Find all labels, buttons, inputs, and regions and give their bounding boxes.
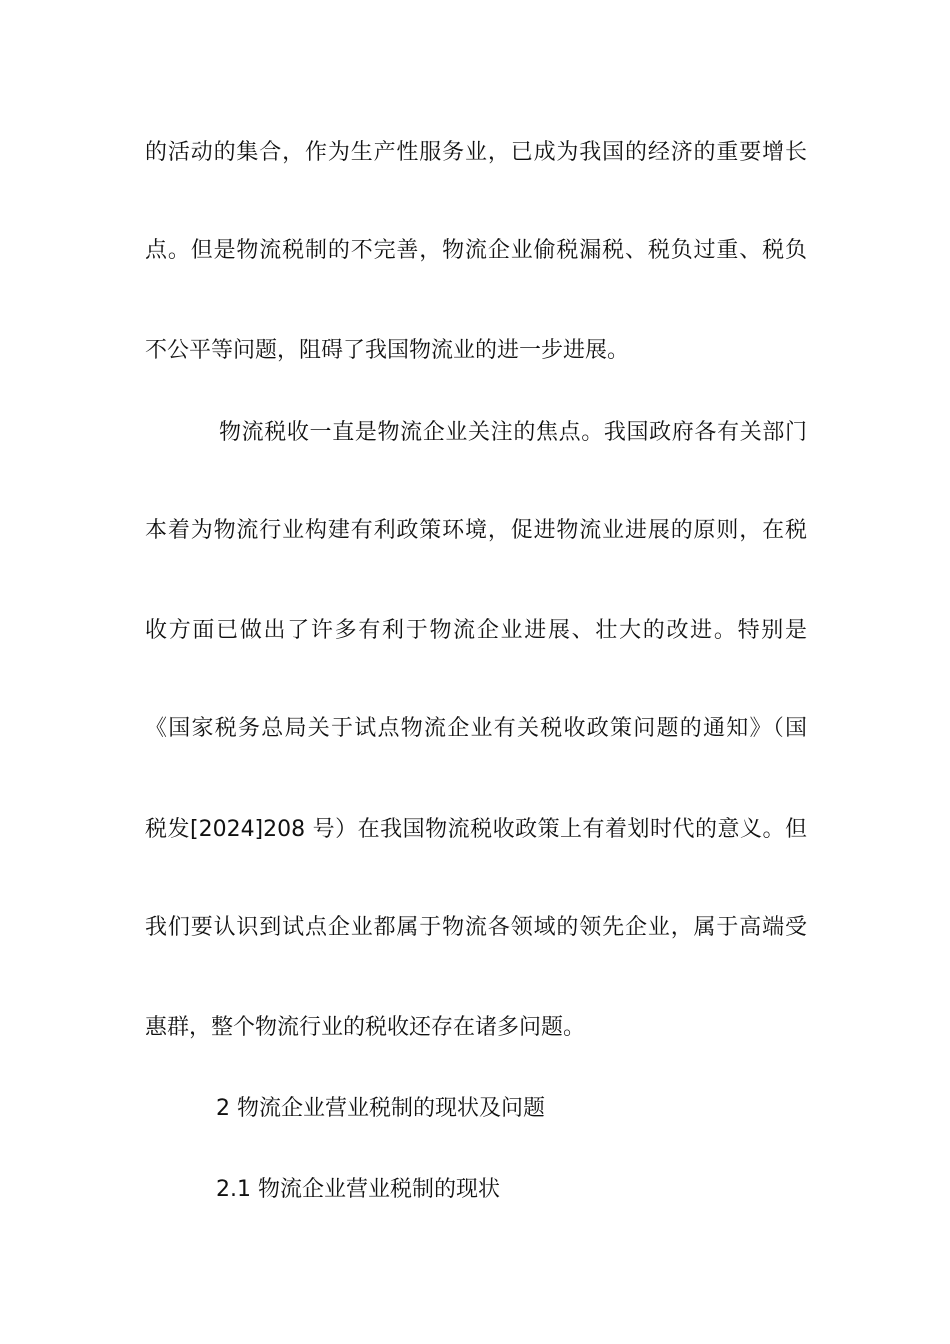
- paragraph1-line-1: 的活动的集合，作为生产性服务业，已成为我国的经济的重要增长: [145, 140, 807, 165]
- subsection-heading: 2.1 物流企业营业税制的现状: [216, 1177, 500, 1202]
- paragraph2-line-6: 我们要认识到试点企业都属于物流各领域的领先企业，属于高端受: [145, 915, 807, 940]
- paragraph2-line-7: 惠群，整个物流行业的税收还存在诸多问题。: [145, 1015, 586, 1040]
- section-heading: 2 物流企业营业税制的现状及问题: [216, 1096, 545, 1121]
- paragraph1-line-2: 点。但是物流税制的不完善，物流企业偷税漏税、税负过重、税负: [145, 238, 807, 263]
- paragraph2-line-4: 《国家税务总局关于试点物流企业有关税收政策问题的通知》（国: [145, 716, 807, 741]
- paragraph2-line-3: 收方面已做出了许多有利于物流企业进展、壮大的改进。特别是: [145, 618, 807, 643]
- paragraph2-line-5: 税发[2024]208 号）在我国物流税收政策上有着划时代的意义。但: [145, 817, 807, 842]
- paragraph2-line-2: 本着为物流行业构建有利政策环境，促进物流业进展的原则，在税: [145, 518, 807, 543]
- paragraph2-line-1: 物流税收一直是物流企业关注的焦点。我国政府各有关部门: [219, 420, 807, 445]
- paragraph1-line-3: 不公平等问题，阻碍了我国物流业的进一步进展。: [145, 338, 630, 363]
